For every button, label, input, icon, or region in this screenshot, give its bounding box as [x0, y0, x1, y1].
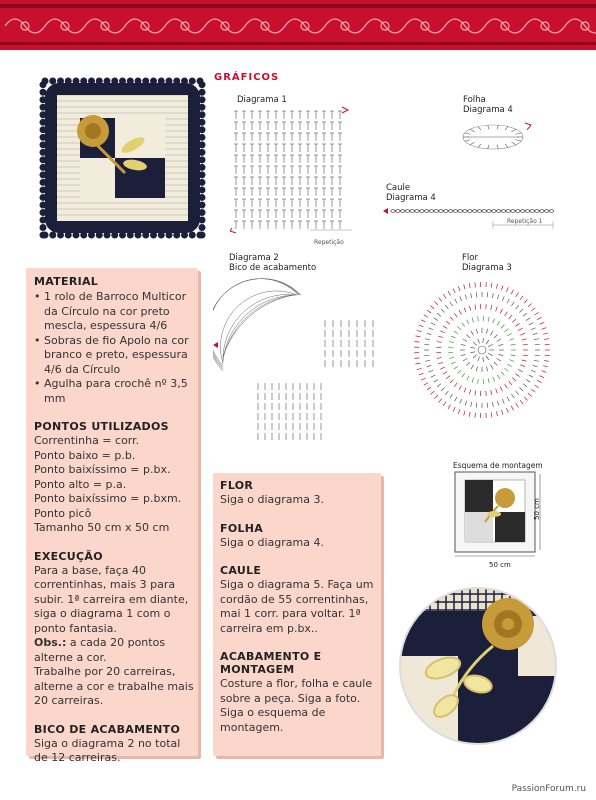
ponto-item: Ponto picô	[34, 506, 92, 520]
scheme-height-label: 50 cm	[533, 498, 541, 520]
diagram1-repeat-label: Repetição	[314, 239, 344, 246]
stem-repeat-label: Repetição 1	[507, 218, 543, 225]
flor-heading: FLOR	[220, 479, 254, 492]
top-banner	[0, 0, 596, 50]
ponto-item: Ponto baixíssimo = p.bxm.	[34, 492, 182, 505]
material-item: • 1 rolo de Barroco Multicor da Círculo na cor preto mescla, espessura 4/6	[34, 290, 196, 334]
folha-heading: FOLHA	[220, 521, 264, 535]
detail-photo	[398, 586, 558, 746]
scheme-width-label: 50 cm	[489, 561, 511, 569]
left-instructions-panel	[26, 268, 198, 764]
folha-text: Siga o diagrama 4.	[220, 535, 324, 549]
material-item: • Sobras de fio Apolo na cor branco e preto, espessura 4/6 da Círculo	[34, 334, 196, 378]
caule-label: Caule	[386, 183, 411, 193]
diagram1-label: Diagrama 1	[237, 95, 287, 105]
diagram3-flower	[405, 275, 560, 425]
bico-label: Bico de acabamento	[229, 263, 317, 273]
obs-text: a cada 20 pontos alterne a cor.	[34, 636, 166, 664]
size-text: Tamanho 50 cm x 50 cm	[34, 521, 170, 534]
obs-label: Obs.:	[34, 636, 67, 649]
diagram1	[230, 105, 355, 235]
acabamento-text: Costure a flor, folha e caule sobre a peça. Siga a foto. Siga o esquema de montagem.	[220, 677, 373, 734]
diagram2	[213, 275, 393, 450]
flor-label: Flor	[462, 253, 478, 263]
banner-ornament	[0, 0, 596, 50]
cushion-photo	[35, 73, 210, 243]
graficos-title: GRÁFICOS	[214, 72, 280, 83]
ponto-item: Ponto baixíssimo = p.bx.	[34, 463, 171, 476]
material-item: • Agulha para crochê nº 3,5 mm	[34, 377, 196, 406]
execucao-text-2: Trabalhe por 20 carreiras, alterne a cor e trabalhe mais 20 carreiras.	[34, 665, 194, 707]
right-instructions-panel	[213, 473, 381, 756]
flor-text: Siga o diagrama 3.	[220, 493, 324, 506]
bico-text: Siga o diagrama 2 no total de 12 carreiras.	[34, 736, 181, 764]
diagram3-label: Diagrama 3	[462, 263, 512, 273]
diagram2-label: Diagrama 2	[229, 253, 279, 263]
ponto-item: Ponto baixo = p.b.	[34, 448, 136, 462]
esquema-label: Esquema de montagem	[453, 461, 543, 470]
acabamento-heading: ACABAMENTO E MONTAGEM	[220, 650, 322, 676]
obs-paragraph	[34, 636, 196, 665]
diagram4a-label: Diagrama 4	[463, 105, 513, 115]
pontos-heading: PONTOS UTILIZADOS	[34, 420, 169, 433]
diagram4-leaf	[455, 115, 535, 160]
caule-text: Siga o diagrama 5. Faça um cordão de 55 correntinhas, mai 1 corr. para voltar. 1ª carreira em p.bx..	[220, 578, 374, 635]
execucao-text: Para a base, faça 40 correntinhas, mais 3 para subir. 1ª carreira em diante, siga o diagrama 1 com o ponto fantasia.	[34, 563, 189, 635]
footer-watermark: PassionForum.ru	[511, 784, 586, 794]
material-heading: MATERIAL	[34, 275, 99, 288]
bico-heading: BICO DE ACABAMENTO	[34, 722, 181, 736]
ponto-item: Correntinha = corr.	[34, 434, 140, 447]
diagram4b-label: Diagrama 4	[386, 193, 436, 203]
ponto-item: Ponto alto = p.a.	[34, 477, 127, 491]
execucao-heading: EXECUÇÃO	[34, 549, 103, 563]
caule-heading: CAULE	[220, 564, 262, 577]
folha-label: Folha	[463, 95, 486, 105]
